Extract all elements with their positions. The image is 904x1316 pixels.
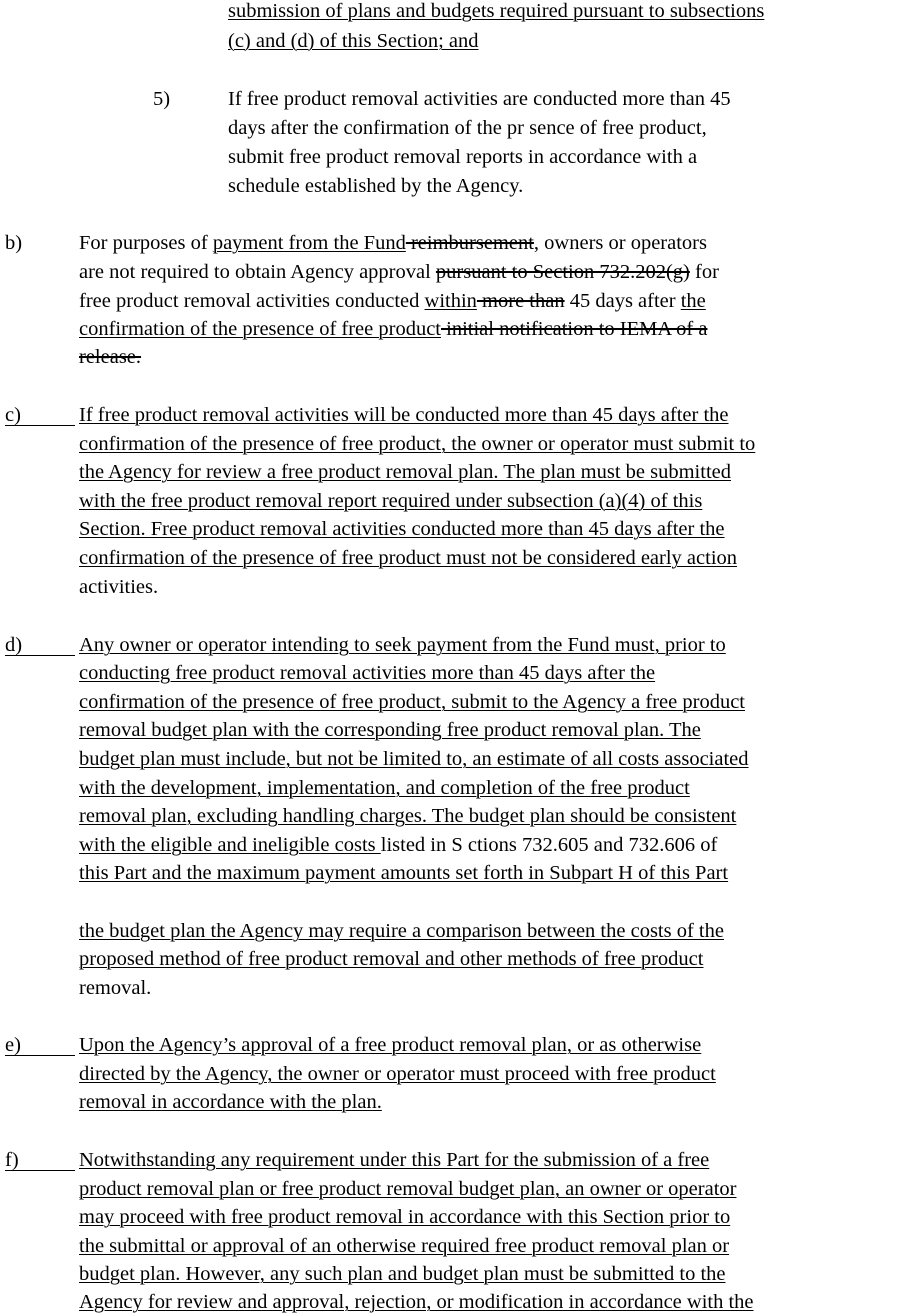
text-line: removal in accordance with the plan. xyxy=(79,1091,382,1113)
underlined-label: f) xyxy=(5,1148,75,1171)
text-line xyxy=(79,231,707,255)
inserted-text: payment from the Fund xyxy=(212,232,406,254)
deleted-text: pursuant to Section 732.202(g) xyxy=(435,261,690,283)
text-line: If free product removal activities are conducted more than 45 xyxy=(228,88,731,110)
text-line xyxy=(79,260,719,284)
deleted-text: reimbursement xyxy=(405,232,534,254)
text-line: conducting free product removal activities more than 45 days after the xyxy=(79,662,656,684)
text-line: Agency for review and approval, rejection, or modification in accordance with the xyxy=(79,1291,754,1313)
plain-text: free product removal activities conducted xyxy=(79,290,425,312)
plain-text: , owners or operators xyxy=(533,232,707,254)
text-line: days after the confirmation of the pr sence of free product, xyxy=(228,117,707,139)
plain-text: listed in S ctions 732.605 and 732.606 of xyxy=(380,834,718,856)
deleted-text: initial notification to IEMA of a xyxy=(441,318,708,340)
text-line: the submittal or approval of an otherwise required free product removal plan or xyxy=(79,1235,730,1257)
text-line: Any owner or operator intending to seek payment from the Fund must, prior to xyxy=(79,634,726,656)
text-line: budget plan must include, but not be limited to, an estimate of all costs associated xyxy=(79,748,749,770)
text-line: confirmation of the presence of free product, submit to the Agency a free product xyxy=(79,691,745,713)
text-line: product removal plan or free product removal budget plan, an owner or operator xyxy=(79,1178,737,1200)
deleted-text: release. xyxy=(79,346,142,368)
paragraph-label: b) xyxy=(5,232,23,254)
text-line: budget plan. However, any such plan and budget plan must be submitted to the xyxy=(79,1263,726,1285)
text-line: submit free product removal reports in accordance with a xyxy=(228,146,698,168)
plain-text: for xyxy=(689,261,719,283)
text-line: Section. Free product removal activities conducted more than 45 days after the xyxy=(79,518,725,540)
text-line: removal plan, excluding handling charges. The budget plan should be consistent xyxy=(79,805,737,827)
text-line: Notwithstanding any requirement under this Part for the submission of a free xyxy=(79,1149,710,1171)
text-line: proposed method of free product removal and other methods of free product xyxy=(79,948,704,970)
text-line: directed by the Agency, the owner or operator must proceed with free product xyxy=(79,1063,716,1085)
plain-text: For purposes of xyxy=(79,232,213,254)
deleted-text: more than xyxy=(476,290,565,312)
text-line: If free product removal activities will be conducted more than 45 days after the xyxy=(79,404,729,426)
paragraph-label xyxy=(5,633,75,657)
paragraph-label xyxy=(5,403,75,427)
text-line: confirmation of the presence of free product, the owner or operator must submit to xyxy=(79,433,756,455)
text-line: activities. xyxy=(79,576,159,598)
underlined-label: d) xyxy=(5,633,75,656)
text-line: the budget plan the Agency may require a comparison between the costs of the xyxy=(79,920,724,942)
text-line: Upon the Agency’s approval of a free product removal plan, or as otherwise xyxy=(79,1034,702,1056)
text-line xyxy=(79,317,707,341)
inserted-text: the xyxy=(680,290,706,312)
text-line: removal. xyxy=(79,977,152,999)
plain-text: 45 days after xyxy=(564,290,681,312)
text-line: this Part and the maximum payment amounts set forth in Subpart H of this Part xyxy=(79,862,729,884)
text-line: (c) and (d) of this Section; and xyxy=(228,30,479,52)
underlined-label: e) xyxy=(5,1033,75,1056)
text-line xyxy=(79,833,717,857)
plain-text: are not required to obtain Agency approval xyxy=(79,261,436,283)
text-line: removal budget plan with the corresponding free product removal plan. The xyxy=(79,719,701,741)
text-line: the Agency for review a free product removal plan. The plan must be submitted xyxy=(79,461,731,483)
inserted-text: confirmation of the presence of free product xyxy=(79,318,442,340)
text-line: schedule established by the Agency. xyxy=(228,175,524,197)
text-line: submission of plans and budgets required pursuant to subsections xyxy=(228,0,765,22)
paragraph-label xyxy=(5,1148,75,1172)
text-line: with the free product removal report required under subsection (a)(4) of this xyxy=(79,490,703,512)
text-line: confirmation of the presence of free product must not be considered early action xyxy=(79,547,738,569)
text-line: with the development, implementation, and completion of the free product xyxy=(79,777,690,799)
text-line: may proceed with free product removal in accordance with this Section prior to xyxy=(79,1206,731,1228)
paragraph-label xyxy=(5,1033,75,1057)
item-label: 5) xyxy=(153,88,171,110)
inserted-text: within xyxy=(424,290,477,312)
inserted-text: with the eligible and ineligible costs xyxy=(79,834,381,856)
underlined-label: c) xyxy=(5,403,75,426)
text-line xyxy=(79,289,706,313)
